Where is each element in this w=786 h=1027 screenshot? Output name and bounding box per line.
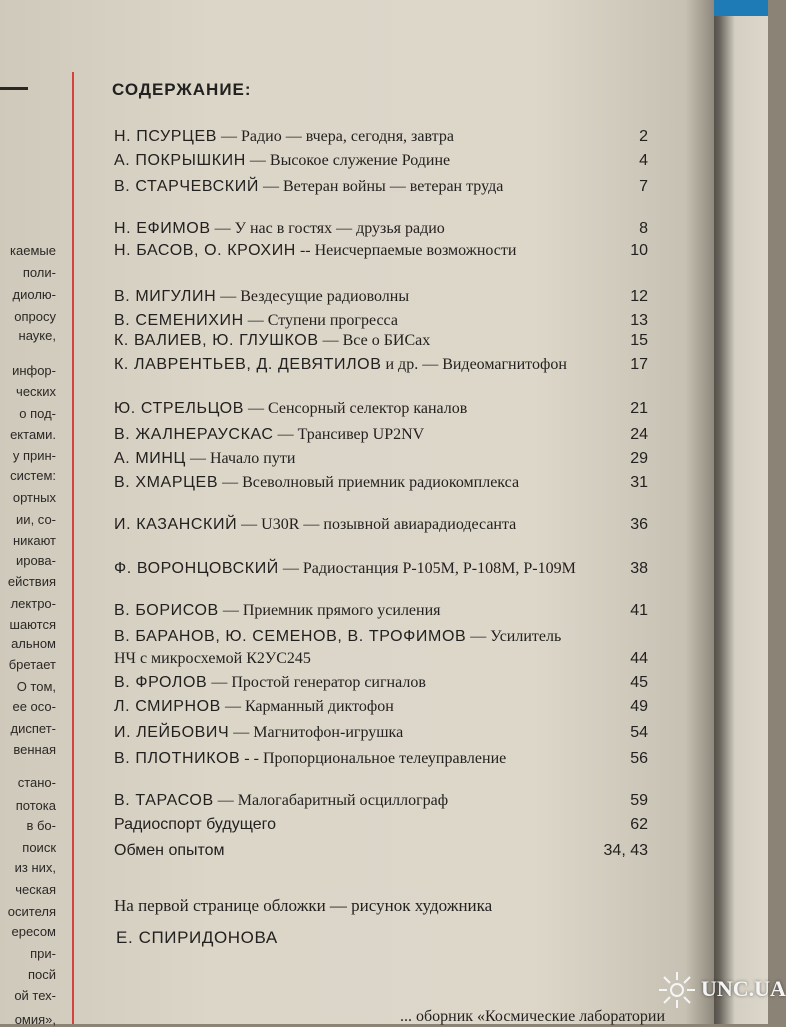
toc-entry (114, 240, 648, 262)
left-column-fragment: науке, (18, 328, 56, 343)
toc-page-number: 41 (630, 602, 648, 619)
toc-page-number: 45 (630, 674, 648, 691)
toc-separator: — (207, 674, 232, 691)
toc-article-title: Начало пути (209, 450, 296, 467)
left-column-fragment: стано- (17, 775, 56, 790)
left-column-fragment: у прин- (12, 448, 56, 463)
toc-entry (114, 672, 648, 694)
toc-entry (114, 448, 648, 470)
toc-entry (114, 286, 648, 308)
toc-article-title: Вездесущие радиоволны (240, 288, 410, 305)
toc-article-title: Магнитофон-игрушка (253, 724, 404, 741)
toc-author: И. КАЗАНСКИЙ (114, 516, 238, 533)
toc-separator: — (229, 724, 254, 741)
left-column-fragment: поли- (22, 265, 56, 280)
left-column-fragment: поиск (22, 840, 56, 855)
toc-article-title: Ветеран войны — ветеран труда (282, 178, 504, 195)
toc-entry (114, 790, 648, 812)
toc-separator: — (318, 332, 343, 349)
toc-author: К. ЛАВРЕНТЬЕВ, Д. ДЕВЯТИЛОВ (114, 356, 382, 373)
left-column-fragment: ой тех- (14, 988, 56, 1003)
toc-page-number: 56 (630, 750, 648, 767)
left-column-fragment: систем: (10, 468, 56, 483)
toc-article-title: Пропорциональное телеуправление (262, 750, 507, 767)
toc-separator: — (258, 178, 283, 195)
toc-separator: — (185, 450, 210, 467)
toc-page-number: 44 (630, 650, 648, 667)
toc-article-title: Малогабаритный осциллограф (237, 792, 449, 809)
toc-page-number: 17 (630, 356, 648, 373)
toc-author: Ф. ВОРОНЦОВСКИЙ (114, 560, 279, 577)
left-column-fragment: ирова- (15, 553, 56, 568)
toc-entry (114, 558, 648, 580)
left-column-fragments (0, 0, 56, 1027)
toc-author: А. ПОКРЫШКИН (114, 152, 246, 169)
left-column-fragment: каемые (10, 243, 56, 258)
left-column-fragment: омия», (14, 1012, 56, 1027)
left-column-fragment: диспет- (10, 721, 56, 736)
toc-separator: - - (240, 750, 263, 767)
toc-author: И. ЛЕЙБОВИЧ (114, 724, 230, 741)
toc-separator: — (245, 152, 270, 169)
toc-article-title: Приемник прямого усиления (242, 602, 441, 619)
toc-entry (114, 150, 648, 172)
toc-entry (114, 722, 648, 744)
toc-entry (114, 126, 648, 148)
toc-author: Л. СМИРНОВ (114, 698, 221, 715)
toc-page-number: 34, 43 (603, 842, 648, 859)
left-column-fragment: ересом (11, 924, 56, 939)
left-column-fragment: бретает (8, 657, 56, 672)
toc-separator: — (213, 792, 238, 809)
left-column-fragment: в бо- (26, 818, 56, 833)
toc-entry (114, 626, 648, 670)
left-column-fragment: альном (11, 636, 56, 651)
toc-separator: — (216, 128, 241, 145)
toc-article-title: У нас в гостях — друзья радио (234, 220, 445, 237)
toc-article-title: Радиоспорт будущего (114, 816, 276, 833)
left-column-fragment: о под- (19, 406, 56, 421)
toc-separator: и др. — (381, 356, 443, 373)
watermark (655, 968, 786, 1012)
contents-title: СОДЕРЖАНИЕ: (112, 80, 252, 99)
toc-separator: — (220, 698, 245, 715)
cover-artist: Е. СПИРИДОНОВА (116, 928, 278, 947)
toc-page-number: 54 (630, 724, 648, 741)
toc-page-number: 4 (639, 152, 648, 169)
toc-entry (114, 514, 648, 536)
toc-separator: — (216, 288, 241, 305)
toc-article-title: Видеомагнитофон (442, 356, 567, 373)
toc-author: В. ФРОЛОВ (114, 674, 208, 691)
sunburst-logo-icon (655, 968, 699, 1012)
left-column-fragment: шаются (9, 617, 56, 632)
toc-page-number: 36 (630, 516, 648, 533)
left-column-fragment: из них, (14, 860, 56, 875)
toc-separator: — (237, 516, 262, 533)
left-column-fragment: инфор- (12, 363, 56, 378)
left-column-fragment: осителя (7, 904, 56, 919)
adjacent-page (708, 0, 768, 1024)
left-column-fragment: посй (27, 967, 56, 982)
toc-author: Н. ПСУРЦЕВ (114, 128, 217, 145)
toc-author: В. ТАРАСОВ (114, 792, 214, 809)
toc-entry (114, 814, 648, 836)
toc-author: В. СТАРЧЕВСКИЙ (114, 178, 259, 195)
toc-article-title: Высокое служение Родине (269, 152, 451, 169)
toc-article-title: Простой генератор сигналов (231, 674, 426, 691)
toc-entry (114, 176, 648, 198)
left-column-fragment: ческих (16, 384, 56, 399)
toc-page-number: 62 (630, 816, 648, 833)
left-column-fragment: опросу (14, 309, 56, 324)
toc-article-title: Трансивер UP2NV (297, 426, 425, 443)
left-column-fragment: О том, (16, 679, 56, 694)
toc-page-number: 7 (639, 178, 648, 195)
toc-entry (114, 748, 648, 770)
toc-page-number: 24 (630, 426, 648, 443)
toc-page-number: 49 (630, 698, 648, 715)
toc-article-title: Сенсорный селектор каналов (268, 400, 468, 417)
watermark-text: UNC.UA (701, 976, 786, 1001)
toc-author: К. ВАЛИЕВ, Ю. ГЛУШКОВ (114, 332, 319, 349)
toc-author: А. МИНЦ (114, 450, 186, 467)
toc-author: Н. БАСОВ, О. КРОХИН (114, 242, 296, 259)
toc-entry (114, 218, 648, 240)
toc-page-number: 13 (630, 312, 648, 329)
toc-separator: — (218, 602, 243, 619)
toc-separator: — (273, 426, 298, 443)
toc-entry (114, 310, 648, 332)
left-column-fragment: ортных (12, 490, 56, 505)
toc-separator: -- (295, 242, 315, 259)
toc-separator: — (466, 628, 491, 645)
toc-entry (114, 330, 648, 352)
toc-page-number: 15 (630, 332, 648, 349)
toc-entry (114, 696, 648, 718)
toc-page-number: 21 (630, 400, 648, 417)
left-column-fragment: ии, со- (16, 512, 56, 527)
left-column-fragment: при- (30, 946, 56, 961)
left-column-fragment: ействия (7, 574, 56, 589)
toc-page-number: 29 (630, 450, 648, 467)
toc-page-number: 2 (639, 128, 648, 145)
left-column-fragment: ектами. (10, 427, 56, 442)
left-column-fragment: диолю- (12, 287, 56, 302)
toc-page-number: 38 (630, 560, 648, 577)
left-column-fragment: лектро- (10, 596, 56, 611)
toc-page-number: 10 (630, 242, 648, 259)
toc-article-title: Усилитель НЧ с микросхемой К2УС245 (114, 628, 562, 667)
toc-entry (114, 424, 648, 446)
toc-author: В. СЕМЕНИХИН (114, 312, 244, 329)
toc-article-title: Неисчерпаемые возможности (314, 242, 517, 259)
toc-entry (114, 398, 648, 420)
toc-separator: — (210, 220, 235, 237)
toc-page-number: 59 (630, 792, 648, 809)
toc-entry (114, 840, 648, 862)
toc-entry (114, 600, 648, 622)
toc-article-title: Ступени прогресса (267, 312, 398, 329)
toc-author: Н. ЕФИМОВ (114, 220, 211, 237)
toc-author: В. БОРИСОВ (114, 602, 219, 619)
bottom-cropped-text: ... оборник «Космические лаборатории (400, 1008, 666, 1025)
left-column-fragment: венная (13, 742, 56, 757)
toc-author: В. БАРАНОВ, Ю. СЕМЕНОВ, В. ТРОФИМОВ (114, 628, 467, 645)
toc-author: В. ХМАРЦЕВ (114, 474, 219, 491)
left-column-fragment: ческая (15, 882, 56, 897)
toc-author: Ю. СТРЕЛЬЦОВ (114, 400, 244, 417)
red-column-rule (72, 72, 74, 1024)
left-column-fragment: потока (15, 798, 56, 813)
toc-entry (114, 354, 648, 376)
toc-separator: — (278, 560, 303, 577)
left-column-fragment: никают (12, 533, 56, 548)
toc-separator: — (243, 312, 268, 329)
toc-article-title: Обмен опытом (114, 842, 225, 859)
toc-article-title: Радиостанция Р-105М, Р-108М, Р-109М (302, 560, 576, 577)
toc-page-number: 12 (630, 288, 648, 305)
toc-separator: — (244, 400, 268, 417)
toc-page-number: 31 (630, 474, 648, 491)
blue-cover-corner (712, 0, 768, 16)
toc-author: В. ПЛОТНИКОВ (114, 750, 241, 767)
toc-article-title: Карманный диктофон (244, 698, 394, 715)
toc-article-title: Радио — вчера, сегодня, завтра (240, 128, 454, 145)
toc-article-title: U30R — позывной авиарадиодесанта (261, 516, 517, 533)
toc-page-number: 8 (639, 220, 648, 237)
toc-article-title: Все о БИСах (342, 332, 431, 349)
toc-author: В. МИГУЛИН (114, 288, 217, 305)
left-column-fragment: ее осо- (12, 699, 56, 714)
toc-author: В. ЖАЛНЕРАУСКАС (114, 426, 274, 443)
cover-note: На первой странице обложки — рисунок художника (114, 896, 493, 915)
toc-article-title: Всеволновый приемник радиокомплекса (242, 474, 520, 491)
toc-separator: — (218, 474, 243, 491)
toc-entry (114, 472, 648, 494)
